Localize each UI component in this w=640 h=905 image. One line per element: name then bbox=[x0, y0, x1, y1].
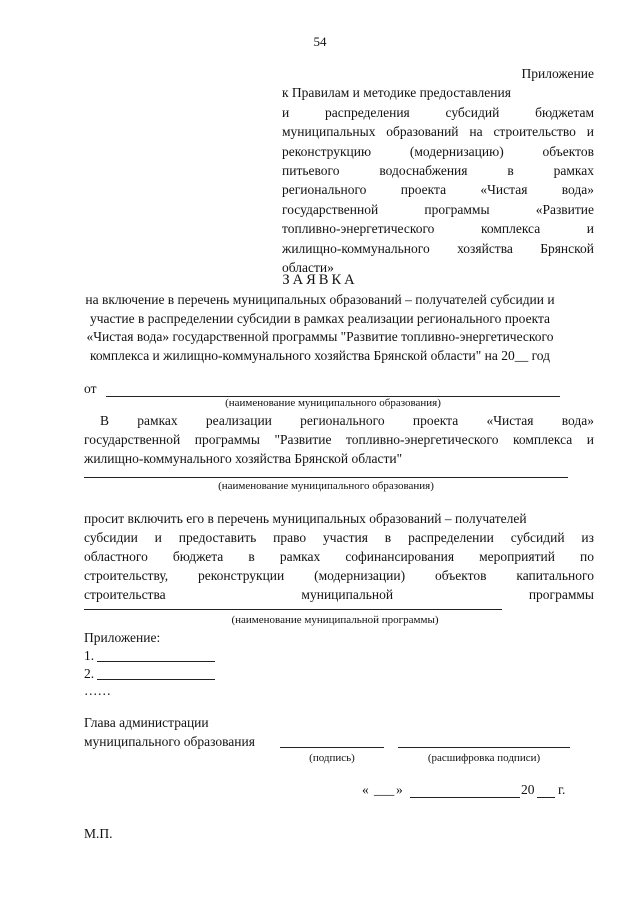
attachment-item: 1. bbox=[84, 648, 95, 663]
appendix-line: области» bbox=[282, 259, 334, 275]
paragraph-line: субсидии и предоставить право участия в распределении субсидий из bbox=[84, 530, 594, 545]
seal-mark: М.П. bbox=[84, 826, 113, 841]
appendix-line: Приложение bbox=[521, 66, 594, 81]
attachments-ellipsis: …… bbox=[84, 683, 111, 698]
date-open-quote: « bbox=[362, 782, 369, 797]
appendix-line: муниципальных образований на строительство и bbox=[282, 124, 594, 140]
signature-decode-fill-line bbox=[398, 747, 570, 748]
paragraph-line: жилищно-коммунального хозяйства Брянской области" bbox=[84, 451, 403, 466]
appendix-line: и распределения субсидий бюджетам bbox=[282, 104, 594, 120]
paragraph-line: областного бюджета в рамках софинансирования мероприятий по bbox=[84, 549, 594, 564]
program-caption: (наименование муниципальной программы) bbox=[231, 614, 439, 626]
signature-fill-line bbox=[280, 747, 384, 748]
attachments-label: Приложение: bbox=[84, 630, 161, 645]
appendix-line: реконструкцию (модернизацию) объектов bbox=[282, 143, 594, 159]
date-year-suffix: г. bbox=[558, 782, 566, 797]
appendix-header bbox=[282, 64, 594, 277]
paragraph-line: государственной программы "Развитие топливно-энергетического комплекса и bbox=[84, 432, 594, 447]
appendix-line: государственной программы «Развитие bbox=[282, 201, 594, 217]
attachment-item: 2. bbox=[84, 666, 95, 681]
municipality-caption: (наименование муниципального образования) bbox=[218, 480, 434, 492]
head-title-line1: Глава администрации bbox=[84, 715, 209, 730]
attachment-fill-line bbox=[97, 679, 215, 680]
paragraph-program bbox=[84, 411, 594, 468]
date-month-fill-line bbox=[410, 797, 520, 798]
from-label: от bbox=[84, 381, 97, 396]
date-year-fill-line bbox=[537, 797, 555, 798]
attachment-fill-line bbox=[97, 661, 215, 662]
paragraph-line: В рамках реализации регионального проекта «Чистая вода» bbox=[100, 413, 594, 428]
page-number: 54 bbox=[313, 34, 327, 49]
municipality-fill-line bbox=[84, 477, 568, 478]
head-title-line2: муниципального образования bbox=[84, 734, 255, 749]
document-title: ЗАЯВКА bbox=[282, 272, 358, 288]
paragraph-line: просит включить его в перечень муниципальных образований – получателей bbox=[84, 511, 527, 526]
signature-decode-caption: (расшифровка подписи) bbox=[427, 752, 541, 764]
program-fill-line bbox=[84, 609, 502, 610]
date-year-prefix: 20 bbox=[521, 782, 535, 797]
appendix-line: к Правилам и методике предоставления bbox=[282, 85, 511, 101]
appendix-line: регионального проекта «Чистая вода» bbox=[282, 182, 594, 198]
signature-caption: (подпись) bbox=[309, 752, 355, 764]
appendix-line: питьевого водоснабжения в рамках bbox=[282, 162, 594, 178]
date-day-blank: ___ bbox=[374, 782, 395, 797]
appendix-line: жилищно-коммунального хозяйства Брянской bbox=[282, 240, 594, 256]
paragraph-line: строительства муниципальной программы bbox=[84, 587, 594, 602]
appendix-line: топливно-энергетического комплекса и bbox=[282, 221, 594, 237]
from-caption: (наименование муниципального образования) bbox=[225, 397, 441, 409]
date-close-quote: » bbox=[396, 782, 403, 797]
paragraph-request bbox=[84, 509, 594, 604]
document-subtitle: на включение в перечень муниципальных образований – получателей субсидии и участие в распределении субсидии в рамках реализации регионального проекта «Чистая вода» государственной программы "Развитие топливно-энергетического комплекса и жилищно-коммунального хозяйства Брянской области" на 20__ год bbox=[85, 292, 555, 363]
paragraph-line: строительству, реконструкции (модернизации) объектов капитального bbox=[84, 568, 594, 583]
